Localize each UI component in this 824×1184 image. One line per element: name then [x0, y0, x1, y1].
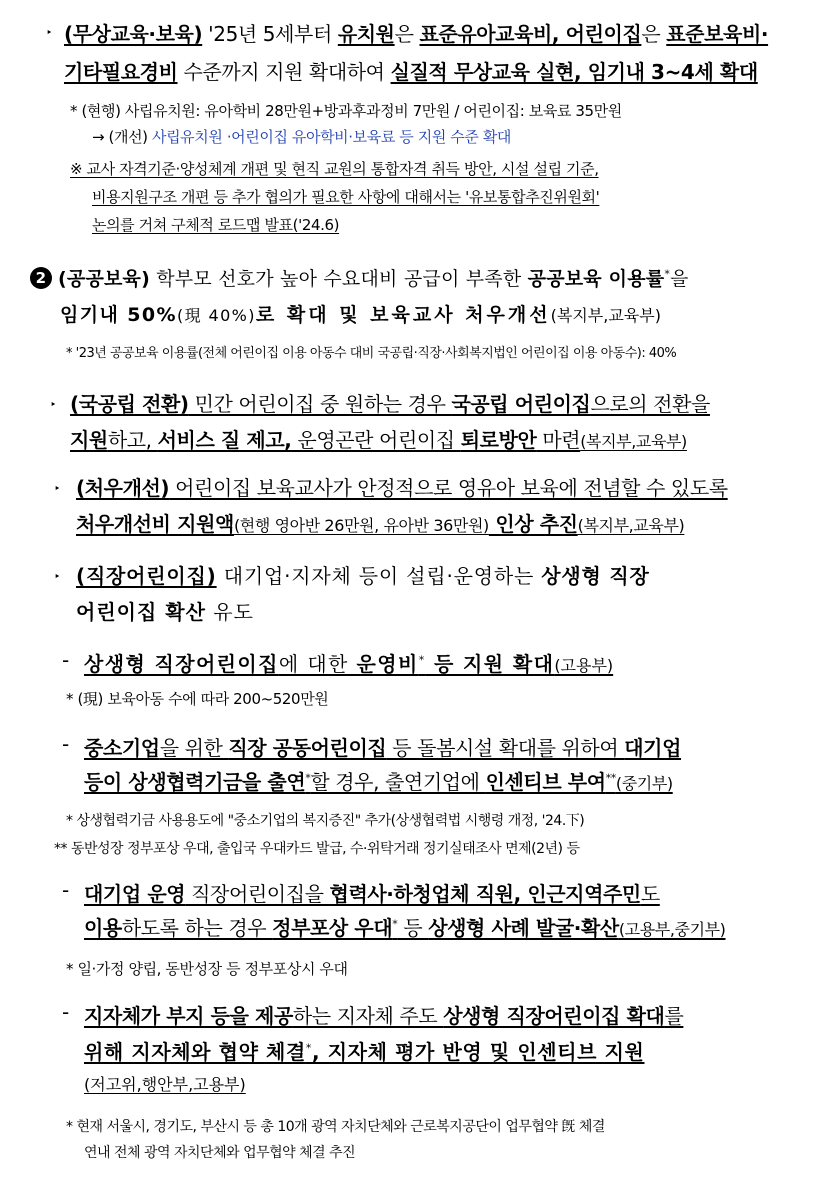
large-enterprise-note: * 일·가정 양립, 동반성장 등 정부포상시 우대	[66, 960, 348, 978]
text: , 지자체 평가 반영 및 인센티브 지원	[312, 1040, 645, 1064]
dash-marker: -	[62, 878, 69, 902]
text: 은	[394, 22, 420, 46]
text: 등 돌봄시설 확대를 위하여	[386, 736, 625, 760]
heading-label: (직장어린이집)	[76, 564, 217, 588]
text: 지원	[70, 428, 108, 452]
public-childcare-note: * '23년 공공보육 이용률(전체 어린이집 이용 아동수 대비 국공립·직장·사회복지법인 어린이집 이용 아동수): 40%	[66, 346, 677, 361]
dash-marker: -	[62, 648, 69, 672]
free-education-line-2	[64, 56, 758, 85]
text: 사립유치원 ·어린이집 유아학비·보육료 등 지원 수준 확대	[152, 128, 512, 146]
text: (복지부,교육부)	[577, 516, 685, 535]
text: 마련	[536, 428, 581, 452]
text: 인상 추진	[488, 512, 578, 536]
text: 유도	[205, 600, 254, 624]
workplace-line-2	[76, 596, 254, 625]
footnote-mark: **	[605, 771, 616, 785]
large-enterprise-line-1	[84, 878, 660, 907]
text: 실질적 무상교육 실현, 임기내 3~4세 확대	[390, 60, 758, 84]
current-support-note: * (현행) 사립유치원: 유아학비 28만원+방과후과정비 7만원 / 어린이집: 보육료 35만원	[70, 102, 622, 120]
text: 협력사·하청업체 직원, 인근지역주민	[329, 882, 641, 906]
sme-daycare-line-2	[84, 766, 673, 795]
text: 처우개선비 지원액	[76, 512, 234, 536]
text: 상생형 직장	[541, 564, 650, 588]
text: 어린이집 보육교사가 안정적으로 영유아 보육에 전념할 수 있도록	[169, 476, 728, 500]
text: '25년 5세부터	[202, 22, 338, 46]
text: (고용부,중기부)	[618, 920, 726, 939]
text: 이용	[84, 916, 122, 940]
text: (現 40%)	[176, 306, 256, 325]
bullet-marker: ‣	[50, 398, 57, 411]
text: 직장 공동어린이집	[228, 736, 387, 760]
footnote-mark: *	[664, 267, 671, 281]
text: 대기업 운영	[84, 882, 186, 906]
heading-label: (국공립 전환)	[70, 392, 189, 416]
text: 등 지원 확대	[425, 652, 555, 676]
text: 상생형 직장어린이집 확대	[443, 1004, 665, 1028]
text: 등이 상생협력기금을 출연	[84, 770, 306, 794]
text: 정부포상 우대	[272, 916, 393, 940]
text: 직장어린이집을	[185, 882, 330, 906]
public-childcare-line-1	[30, 264, 689, 291]
text: → (개선)	[92, 128, 152, 146]
text: 등	[397, 916, 429, 940]
text: 하도록 하는 경우	[121, 916, 273, 940]
text: (복지부,교육부)	[580, 432, 687, 451]
text: 대기업·지자체 등이 설립·운영하는	[216, 564, 542, 588]
public-conversion-line-2	[70, 424, 687, 453]
text: 표준유아교육비, 어린이집	[419, 22, 642, 46]
text: 퇴로방안	[460, 428, 537, 452]
sme-daycare-note-2: ** 동반성장 정부포상 우대, 출입국 우대카드 발급, 수·위탁거래 정기실태조사 면제(2년) 등	[54, 841, 580, 857]
heading-label: (처우개선)	[76, 476, 170, 500]
text: 할 경우, 출연기업에	[310, 770, 486, 794]
text: (복지부,교육부)	[550, 306, 661, 325]
text: 하는 지자체 주도	[292, 1004, 444, 1028]
number-badge: 2	[30, 267, 52, 289]
large-enterprise-line-2	[84, 912, 726, 941]
local-government-line-1	[84, 1000, 683, 1029]
treatment-line-2	[76, 508, 684, 537]
text: 서비스 질 제고,	[157, 428, 292, 452]
text: 하고,	[107, 428, 158, 452]
text: (중기부)	[615, 774, 673, 793]
text: 유치원	[337, 22, 395, 46]
text: 임기내 50%	[60, 304, 177, 326]
bullet-marker: ‣	[46, 26, 53, 39]
text: 수준까지 지원 확대하여	[177, 60, 391, 84]
text: (현행 영아반 26만원, 유아반 36만원)	[233, 516, 489, 535]
text: 도	[640, 882, 660, 906]
public-childcare-line-2	[60, 300, 661, 327]
footnote-mark: *	[305, 771, 311, 785]
text: 은	[641, 22, 667, 46]
text: 를	[664, 1004, 684, 1028]
sme-daycare-note-1: * 상생협력기금 사용용도에 "중소기업의 복지증진" 추가(상생협력법 시행령 개정, '24.下)	[66, 813, 585, 829]
text: 기타필요경비	[64, 60, 178, 84]
treatment-line-1	[76, 472, 728, 501]
local-government-line-2	[84, 1036, 644, 1065]
reference-note-line-3: 논의를 거쳐 구체적 로드맵 발표('24.6)	[92, 216, 340, 234]
workplace-line-1	[76, 560, 650, 589]
local-government-line-3: (저고위,행안부,고용부)	[84, 1075, 246, 1094]
text: 인센티브 부여	[485, 770, 606, 794]
sme-daycare-line-1	[84, 732, 681, 761]
text: 상생형 직장어린이집	[84, 652, 279, 676]
footnote-mark: *	[418, 653, 426, 667]
text: 민간 어린이집 중 원하는 경우	[188, 392, 452, 416]
text: 공공보육 이용률	[527, 268, 665, 290]
text: 중소기업	[84, 736, 160, 760]
bullet-marker: ‣	[54, 482, 61, 495]
text: (고용부)	[554, 656, 614, 675]
text: 학부모 선호가 높아 수요대비 공급이 부족한	[149, 268, 528, 290]
reference-note-line-2: 비용지원구조 개편 등 추가 협의가 필요한 사항에 대해서는 '유보통합추진위원회'	[92, 188, 600, 206]
footnote-mark: *	[392, 917, 398, 931]
operating-support-note: * (現) 보육아동 수에 따라 200~520만원	[66, 690, 329, 708]
text: 으로의 전환을	[590, 392, 710, 416]
operating-support-line	[84, 648, 613, 677]
reference-note-line-1: ※ 교사 자격기준·양성체계 개편 및 현직 교원의 통합자격 취득 방안, 시설 설립 기준,	[70, 160, 599, 178]
text: 상생형 사례 발굴·확산	[428, 916, 619, 940]
local-government-note-2: 연내 전체 광역 자치단체와 업무협약 체결 추진	[84, 1145, 356, 1161]
text: 위해 지자체와 협약 체결	[84, 1040, 306, 1064]
public-conversion-line-1	[70, 388, 710, 417]
text: 운영비	[356, 652, 419, 676]
text: 대기업	[624, 736, 681, 760]
dash-marker: -	[62, 1000, 69, 1024]
heading-label: (무상교육·보육)	[64, 22, 203, 46]
text: 지자체가 부지 등을 제공	[84, 1004, 293, 1028]
text: 에 대한	[278, 652, 357, 676]
text: 을 위한	[159, 736, 229, 760]
text: 운영곤란 어린이집	[291, 428, 461, 452]
local-government-note-1: * 현재 서울시, 경기도, 부산시 등 총 10개 광역 자치단체와 근로복지공단이 업무협약 旣 체결	[66, 1119, 605, 1135]
text: 어린이집 확산	[76, 600, 206, 624]
text: 국공립 어린이집	[451, 392, 591, 416]
text: 을	[670, 268, 689, 290]
text: 로 확대 및 보육교사 처우개선	[255, 304, 551, 326]
improvement-note	[92, 126, 511, 147]
bullet-marker: ‣	[54, 570, 61, 583]
free-education-line-1	[64, 18, 768, 47]
dash-marker: -	[62, 732, 69, 756]
footnote-mark: *	[305, 1041, 312, 1055]
text: 표준보육비·	[666, 22, 769, 46]
heading-label: (공공보육)	[58, 268, 150, 290]
